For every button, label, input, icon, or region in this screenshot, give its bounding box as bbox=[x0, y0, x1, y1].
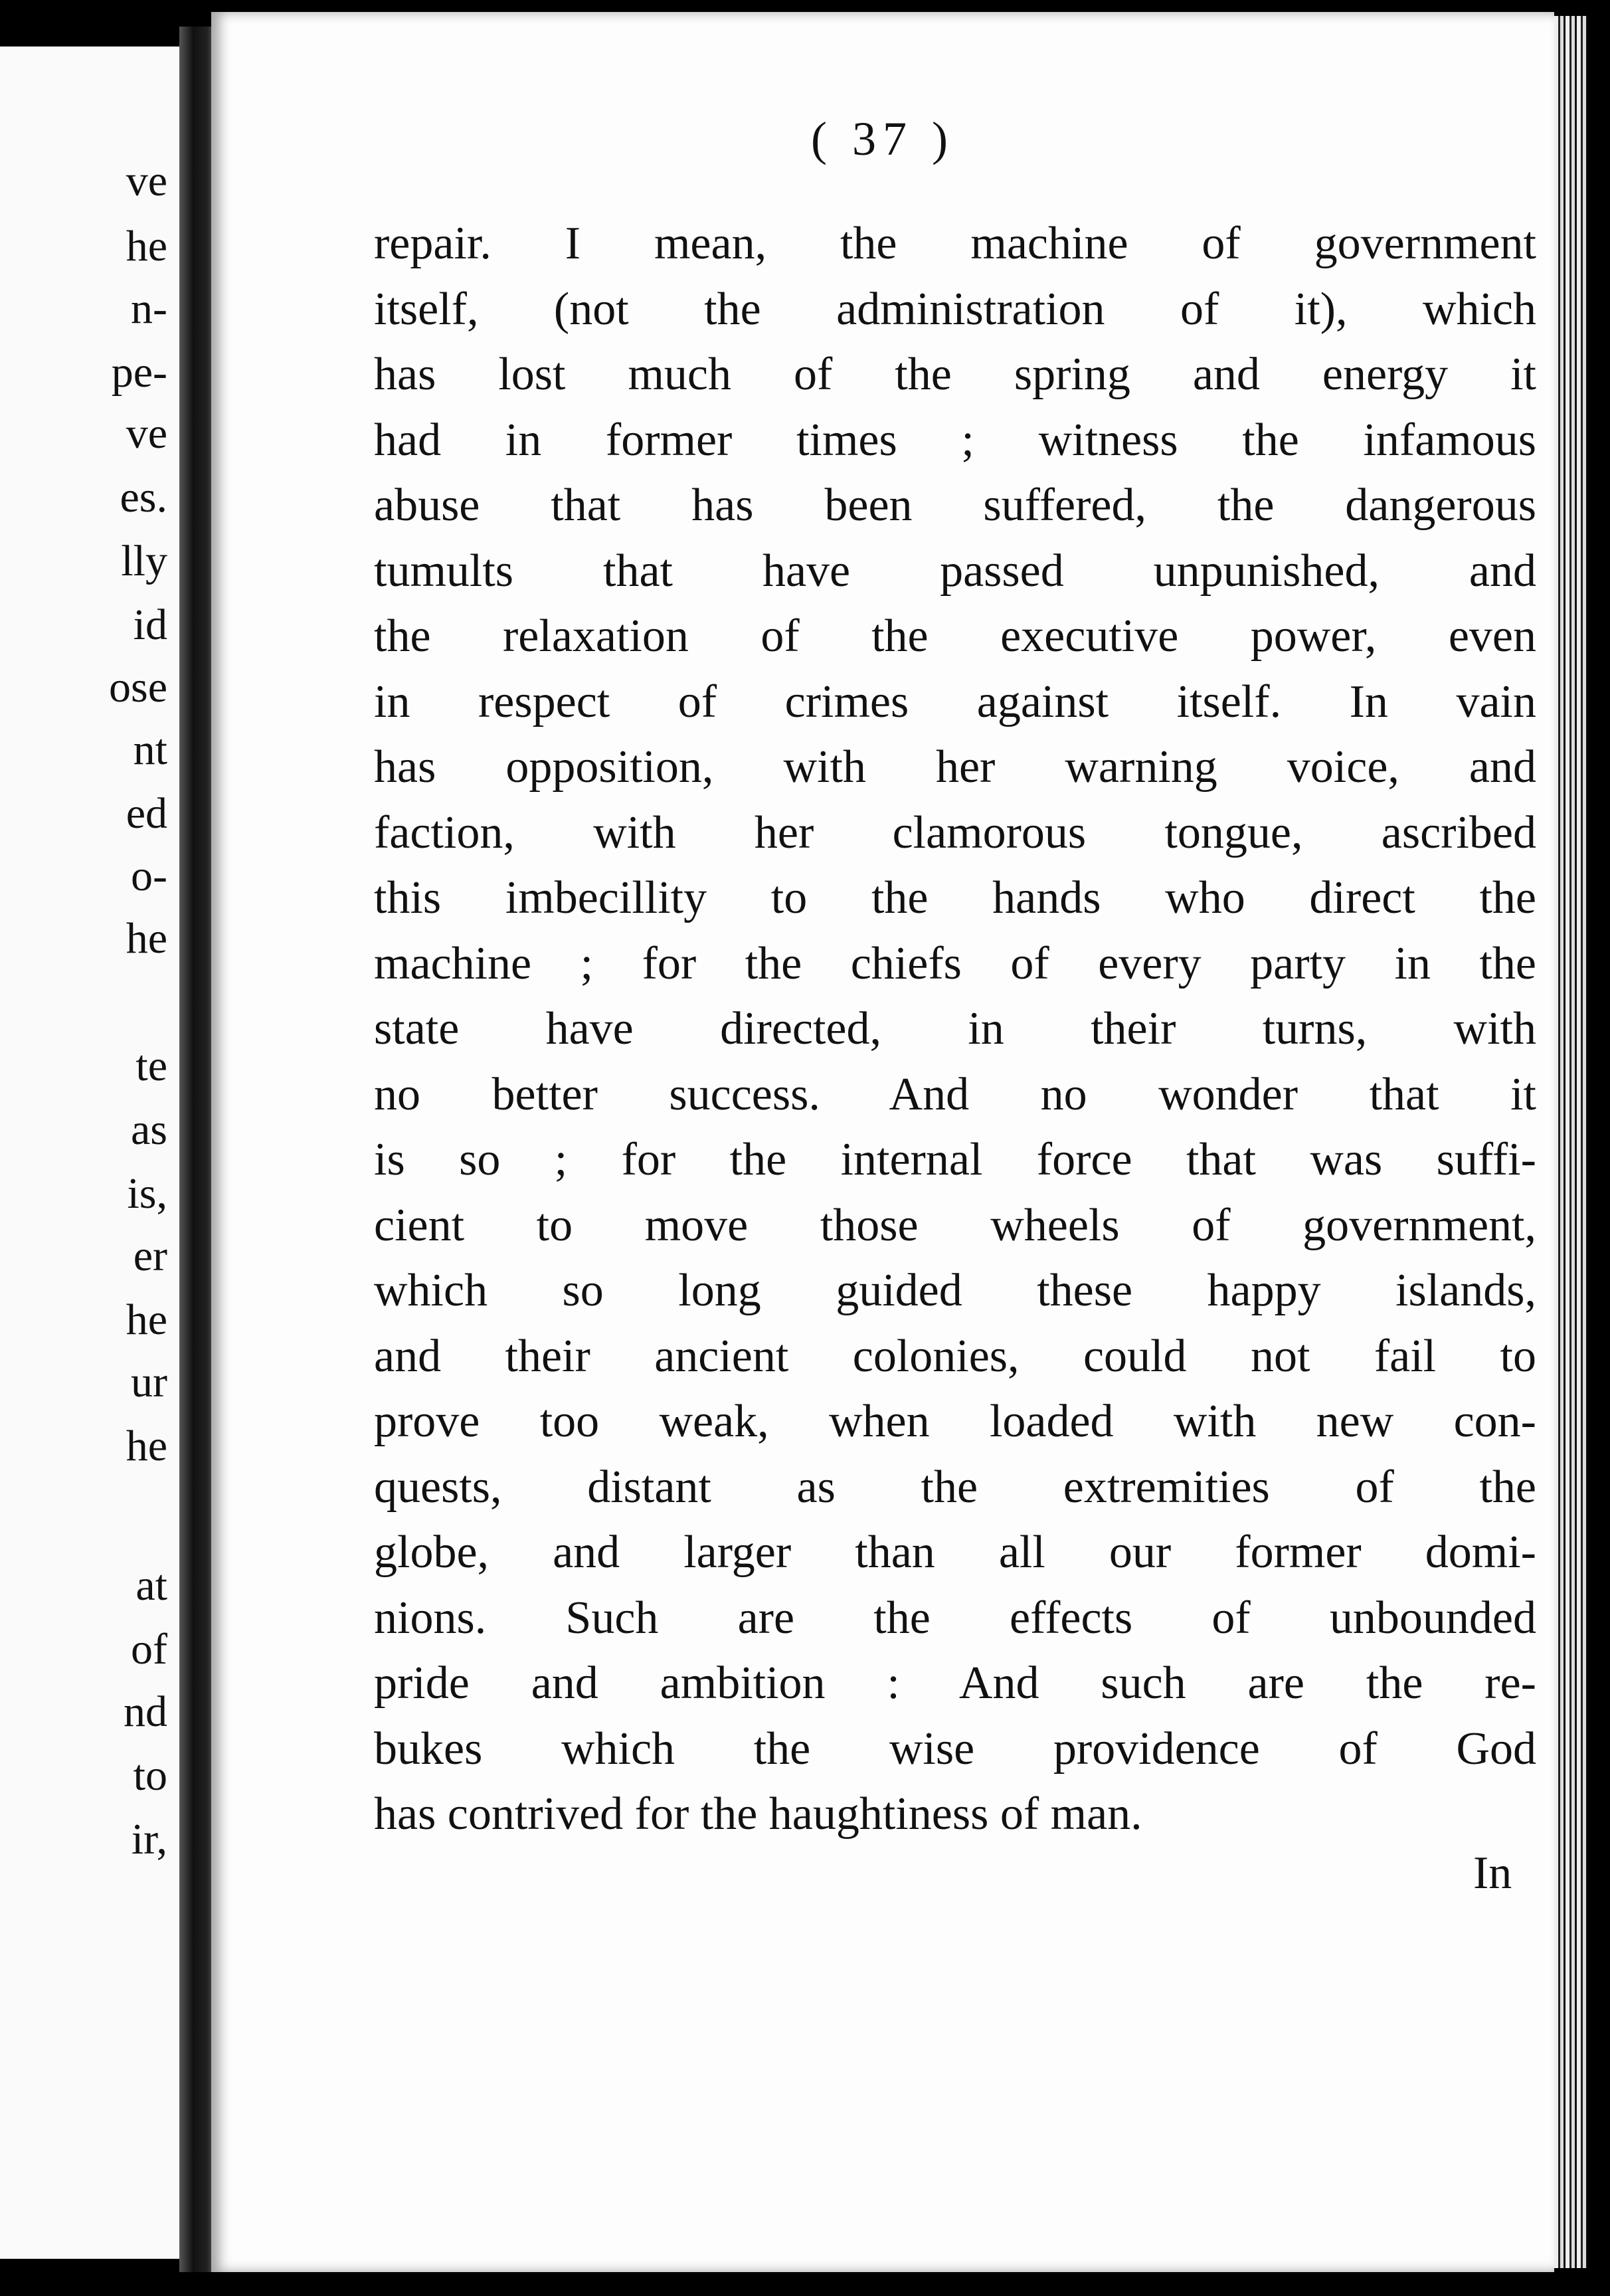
body-text bbox=[374, 211, 1536, 1848]
text-line: which so long guided these happy islands, bbox=[374, 1265, 1536, 1316]
text-line: bukes which the wise providence of God bbox=[374, 1723, 1536, 1774]
page-number: ( 37 ) bbox=[811, 112, 954, 165]
facing-page-fragment: of bbox=[131, 1625, 167, 1674]
facing-page-edge bbox=[0, 47, 179, 2259]
text-line: this imbecillity to the hands who direct the bbox=[374, 872, 1536, 923]
text-line: faction, with her clamorous tongue, ascribed bbox=[374, 807, 1536, 858]
facing-page-fragment: lly bbox=[121, 537, 167, 585]
text-line: prove too weak, when loaded with new con- bbox=[374, 1396, 1536, 1447]
facing-page-fragment: id bbox=[133, 601, 167, 649]
text-line: pride and ambition : And such are the re- bbox=[374, 1658, 1536, 1709]
catchword: In bbox=[1473, 1848, 1512, 1899]
facing-page-fragment: he bbox=[126, 1422, 167, 1470]
facing-page-fragment: n- bbox=[131, 284, 167, 333]
facing-page-fragment: at bbox=[135, 1561, 167, 1610]
facing-page-fragment: he bbox=[126, 1295, 167, 1344]
text-line: itself, (not the administration of it), which bbox=[374, 283, 1536, 335]
facing-page-fragment: ve bbox=[126, 409, 167, 458]
facing-page-fragment: nt bbox=[133, 725, 167, 774]
text-line: is so ; for the internal force that was suffi- bbox=[374, 1134, 1536, 1185]
text-line: cient to move those wheels of government, bbox=[374, 1199, 1536, 1251]
page-edges bbox=[1554, 16, 1587, 2268]
facing-page-fragment: ur bbox=[131, 1358, 167, 1406]
facing-page-fragment: is, bbox=[127, 1169, 167, 1218]
facing-page-fragment: er bbox=[133, 1232, 167, 1280]
text-line: globe, and larger than all our former domi- bbox=[374, 1527, 1536, 1578]
facing-page-fragment: ose bbox=[109, 663, 167, 712]
facing-page-fragment: ed bbox=[126, 789, 167, 838]
text-line: had in former times ; witness the infamous bbox=[374, 414, 1536, 466]
facing-page-fragment: as bbox=[131, 1105, 167, 1154]
facing-page-fragment: ir, bbox=[131, 1815, 167, 1864]
facing-page-fragment: te bbox=[135, 1042, 167, 1090]
text-line: in respect of crimes against itself. In vain bbox=[374, 676, 1536, 727]
facing-page-fragment: to bbox=[133, 1751, 167, 1800]
text-line: the relaxation of the executive power, even bbox=[374, 611, 1536, 662]
facing-page-fragment: es. bbox=[120, 473, 167, 522]
text-line: nions. Such are the effects of unbounded bbox=[374, 1592, 1536, 1644]
text-line: has lost much of the spring and energy it bbox=[374, 349, 1536, 400]
text-line: quests, distant as the extremities of the bbox=[374, 1461, 1536, 1513]
book-page bbox=[211, 12, 1554, 2272]
facing-page-fragment: o- bbox=[131, 852, 167, 900]
text-line: no better success. And no wonder that it bbox=[374, 1068, 1536, 1120]
text-line: abuse that has been suffered, the dangerous bbox=[374, 480, 1536, 531]
facing-page-fragment: he bbox=[126, 222, 167, 270]
facing-page-fragment: ve bbox=[126, 157, 167, 205]
text-line: state have directed, in their turns, with bbox=[374, 1003, 1536, 1054]
text-line: machine ; for the chiefs of every party in the bbox=[374, 937, 1536, 989]
text-line: has contrived for the haughtiness of man. bbox=[374, 1788, 1142, 1840]
text-line: repair. I mean, the machine of government bbox=[374, 218, 1536, 269]
facing-page-fragment: he bbox=[126, 914, 167, 963]
facing-page-fragment: pe- bbox=[111, 348, 167, 397]
text-line: tumults that have passed unpunished, and bbox=[374, 545, 1536, 597]
text-line: has opposition, with her warning voice, and bbox=[374, 741, 1536, 793]
facing-page-fragment: nd bbox=[124, 1687, 167, 1736]
text-line: and their ancient colonies, could not fail to bbox=[374, 1330, 1536, 1382]
